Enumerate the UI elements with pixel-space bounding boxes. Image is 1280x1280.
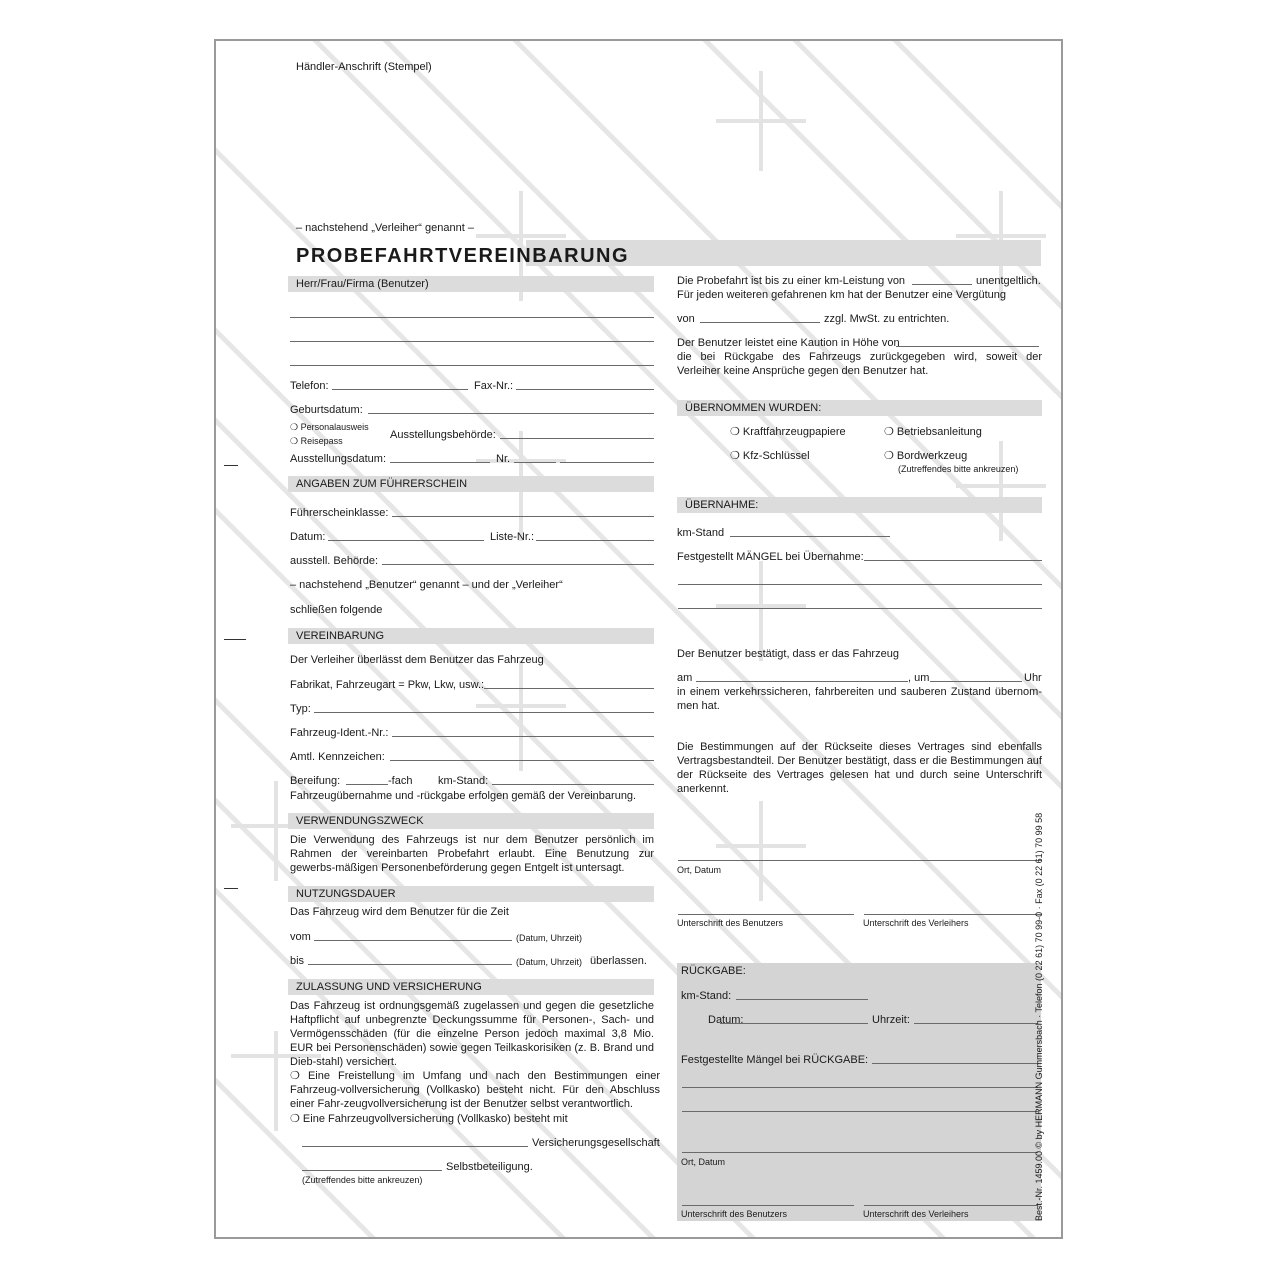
deposit-field[interactable] (896, 346, 1039, 347)
deposit-text: Der Benutzer leistet eine Kaution in Höhe von (677, 337, 900, 349)
id-extra-field[interactable] (560, 462, 654, 463)
from-hint: (Datum, Uhrzeit) (516, 933, 583, 943)
handover-text: Fahrzeugübernahme und -rückgabe erfolgen gemäß der Vereinbarung. (290, 790, 637, 802)
user-name-line-3[interactable] (290, 365, 654, 366)
list-number-field[interactable] (536, 540, 654, 541)
to-hint: (Datum, Uhrzeit) (516, 957, 583, 967)
fold-mark (224, 888, 238, 889)
fold-mark (224, 639, 246, 640)
user-name-line-2[interactable] (290, 341, 654, 342)
to-field[interactable] (308, 964, 512, 965)
user-signature-label: Unterschrift des Benutzers (677, 918, 784, 928)
lender-signature-field[interactable] (864, 914, 1042, 915)
id-number-label: Nr. (496, 453, 511, 465)
return-km-field[interactable] (736, 999, 868, 1000)
vehicle-type-label: Typ: (290, 703, 311, 715)
return-defects-field-3[interactable] (682, 1111, 1038, 1112)
lender-signature-label: Unterschrift des Verleihers (863, 918, 969, 928)
deposit-return-text: die bei Rückgabe des Fahrzeugs zurückgegeben wird, soweit der Verleiher keine Ansprüche gegen den Benutzer hat. (677, 351, 1042, 377)
return-user-signature-label: Unterschrift des Benutzers (681, 1209, 788, 1219)
user-section-header: Herr/Frau/Firma (Benutzer) (288, 276, 654, 292)
left-tick-note: (Zutreffendes bitte ankreuzen) (302, 1175, 423, 1185)
user-name-line-1[interactable] (290, 317, 654, 318)
from-field[interactable] (314, 940, 512, 941)
insurer-field[interactable] (302, 1146, 528, 1147)
deductible-label: Selbstbeteiligung. (446, 1161, 533, 1173)
fax-label: Fax-Nr.: (474, 380, 514, 392)
confirm-time-label: , um (908, 672, 930, 684)
return-place-date-field[interactable] (682, 1152, 1038, 1153)
conclude-text: schließen folgende (290, 604, 383, 616)
toolkit-checkbox[interactable]: ❍ Bordwerkzeug (884, 450, 968, 462)
keys-checkbox[interactable]: ❍ Kfz-Schlüssel (730, 450, 810, 462)
user-signature-field[interactable] (678, 914, 854, 915)
agreement-text: Der Verleiher überlässt dem Benutzer das Fahrzeug (290, 654, 544, 666)
return-time-field[interactable] (914, 1023, 1038, 1024)
place-date-field[interactable] (678, 860, 1042, 861)
fee-field[interactable] (700, 322, 820, 323)
confirm-time-field[interactable] (930, 681, 1022, 682)
tires-field[interactable] (346, 784, 388, 785)
duration-text: Das Fahrzeug wird dem Benutzer für die Zeit (290, 906, 509, 918)
return-defects-field-2[interactable] (682, 1087, 1038, 1088)
takeover-defects-label: Festgestellt MÄNGEL bei Übernahme: (677, 551, 864, 563)
extra-km-text: Für jeden weiteren gefahrenen km hat der Benutzer eine Vergütung (677, 289, 1006, 301)
id-card-checkbox[interactable]: ❍ Personalausweis (290, 422, 369, 432)
duration-section-header: NUTZUNGSDAUER (288, 886, 654, 902)
vin-label: Fahrzeug-Ident.-Nr.: (290, 727, 389, 739)
return-defects-field-1[interactable] (872, 1063, 1038, 1064)
birthdate-field[interactable] (368, 413, 654, 414)
license-authority-label: ausstell. Behörde: (290, 555, 379, 567)
form-sheet (214, 39, 1063, 1239)
terms-text: Die Bestimmungen auf der Rückseite dieses Vertrages sind ebenfalls Vertragsbestandteil. Der Benutzer bestätigt, dass er die Bestimmungen auf der Rückseite des Vertrages gelesen hat und durch seine Unterschrift anerkennt. (677, 741, 1042, 795)
return-time-label: Uhrzeit: (872, 1014, 910, 1026)
to-label: bis (290, 955, 305, 967)
license-section-header: ANGABEN ZUM FÜHRERSCHEIN (288, 476, 654, 492)
return-user-signature-field[interactable] (682, 1205, 854, 1206)
plate-field[interactable] (390, 760, 654, 761)
vehicle-make-label: Fabrikat, Fahrzeugart = Pkw, Lkw, usw.: (290, 679, 485, 691)
phone-field[interactable] (332, 389, 468, 390)
takeover-defects-field-1[interactable] (864, 560, 1042, 561)
confirm-hour-label: Uhr (1024, 672, 1042, 684)
no-full-coverage-option[interactable]: ❍ Eine Freistellung im Umfang und nach den Bestimmungen einer Fahrzeug-vollversicherung (Vollkasko) besteht nicht. Für den Abschluss einer Fahr-zeugvollversicherung ist der Benutzer selbst verantwortlich. (290, 1070, 660, 1110)
return-date-field[interactable] (720, 1023, 868, 1024)
purpose-section-header: VERWENDUNGSZWECK (288, 813, 654, 829)
return-lender-signature-field[interactable] (864, 1205, 1038, 1206)
issue-date-label: Ausstellungsdatum: (290, 453, 386, 465)
passport-checkbox[interactable]: ❍ Reisepass (290, 436, 343, 446)
place-date-label: Ort, Datum (677, 865, 722, 875)
lender-note: – nachstehend „Verleiher“ genannt – (296, 222, 474, 234)
list-number-label: Liste-Nr.: (490, 531, 535, 543)
confirm-text: Der Benutzer bestätigt, dass er das Fahrzeug (677, 648, 899, 660)
fee-from-label: von (677, 313, 695, 325)
agreement-section-header: VEREINBARUNG (288, 628, 654, 644)
phone-label: Telefon: (290, 380, 329, 392)
license-authority-field[interactable] (382, 564, 654, 565)
takeover-defects-field-3[interactable] (678, 608, 1042, 609)
vin-field[interactable] (392, 736, 654, 737)
taken-items-header: ÜBERNOMMEN WURDEN: (677, 400, 1042, 416)
km-stand-label: km-Stand: (438, 775, 489, 787)
license-class-field[interactable] (392, 516, 654, 517)
vehicle-type-field[interactable] (314, 712, 654, 713)
right-tick-note: (Zutreffendes bitte ankreuzen) (898, 464, 1019, 474)
km-limit-field[interactable] (912, 284, 972, 285)
id-number-field[interactable] (514, 462, 556, 463)
takeover-km-field[interactable] (730, 536, 890, 537)
insurance-section-header: ZULASSUNG UND VERSICHERUNG (288, 979, 654, 995)
order-number-note: Best.-Nr. 1459.00 © by HERMANN Gummersbach · Telefon (0 22 61) 70 99-0 · Fax (0 22 61) 70 99 58 (1034, 812, 1044, 1221)
fold-mark (224, 465, 238, 466)
return-lender-signature-label: Unterschrift des Verleihers (863, 1209, 969, 1219)
license-class-label: Führerscheinklasse: (290, 507, 389, 519)
dealer-stamp-label: Händler-Anschrift (Stempel) (296, 61, 432, 73)
confirm-date-label: am (677, 672, 693, 684)
issuing-authority-label: Ausstellungsbehörde: (390, 429, 496, 441)
confirm-date-field[interactable] (696, 681, 908, 682)
return-defects-label: Festgestellte Mängel bei RÜCKGABE: (681, 1054, 869, 1066)
deductible-field[interactable] (302, 1170, 442, 1171)
issuing-authority-field[interactable] (500, 438, 654, 439)
insurance-text: Das Fahrzeug ist ordnungsgemäß zugelassen und gegen die gesetzliche Haftpflicht auf unbegrenzte Deckungssumme für Personen-, Sach- und Vermögensschäden (für die einzelne Person jedoch maximal 3,8 Mio. EUR bei Personenschäden) sowie gegen Teilkaskorisiken (z. B. Brand und Dieb-stahl) versichert. (290, 1000, 654, 1068)
return-place-date-label: Ort, Datum (681, 1157, 726, 1167)
takeover-defects-field-2[interactable] (678, 584, 1042, 585)
from-label: vom (290, 931, 311, 943)
fax-field[interactable] (516, 389, 654, 390)
left-with-text: überlassen. (590, 955, 647, 967)
takeover-km-label: km-Stand (677, 527, 725, 539)
return-title: RÜCKGABE: (681, 965, 746, 977)
vehicle-papers-checkbox[interactable]: ❍ Kraftfahrzeugpapiere (730, 426, 846, 438)
insurer-label: Versicherungsgesellschaft (532, 1137, 660, 1149)
vehicle-make-field[interactable] (484, 688, 654, 689)
km-limit-text: Die Probefahrt ist bis zu einer km-Leistung von (677, 275, 906, 287)
page-title: PROBEFAHRTVEREINBARUNG (296, 245, 630, 267)
license-date-label: Datum: (290, 531, 326, 543)
tires-suffix: -fach (388, 775, 413, 787)
license-date-field[interactable] (328, 540, 484, 541)
km-stand-field[interactable] (492, 784, 654, 785)
full-coverage-option[interactable]: ❍ Eine Fahrzeugvollversicherung (Vollkasko) besteht mit (290, 1113, 568, 1125)
birthdate-label: Geburtsdatum: (290, 404, 363, 416)
issue-date-field[interactable] (390, 462, 490, 463)
return-box (677, 963, 1041, 1221)
manual-checkbox[interactable]: ❍ Betriebsanleitung (884, 426, 982, 438)
return-date-label: Datum: (708, 1014, 744, 1026)
return-km-label: km-Stand: (681, 990, 732, 1002)
plate-label: Amtl. Kennzeichen: (290, 751, 385, 763)
tires-label: Bereifung: (290, 775, 341, 787)
vat-text: zzgl. MwSt. zu entrichten. (824, 313, 950, 325)
purpose-text: Die Verwendung des Fahrzeugs ist nur dem Benutzer persönlich im Rahmen der vereinbarten Probefahrt erlaubt. Eine Benutzung zur gewerbs-mäßigen Personenbeförderung gegen Entgelt ist untersagt. (290, 834, 654, 874)
user-note: – nachstehend „Benutzer“ genannt – und der „Verleiher“ (290, 579, 563, 591)
condition-text: in einem verkehrssicheren, fahrbereiten und sauberen Zustand übernom-men hat. (677, 686, 1042, 712)
free-of-charge-text: unentgeltlich. (976, 275, 1041, 287)
takeover-header: ÜBERNAHME: (677, 497, 1042, 513)
